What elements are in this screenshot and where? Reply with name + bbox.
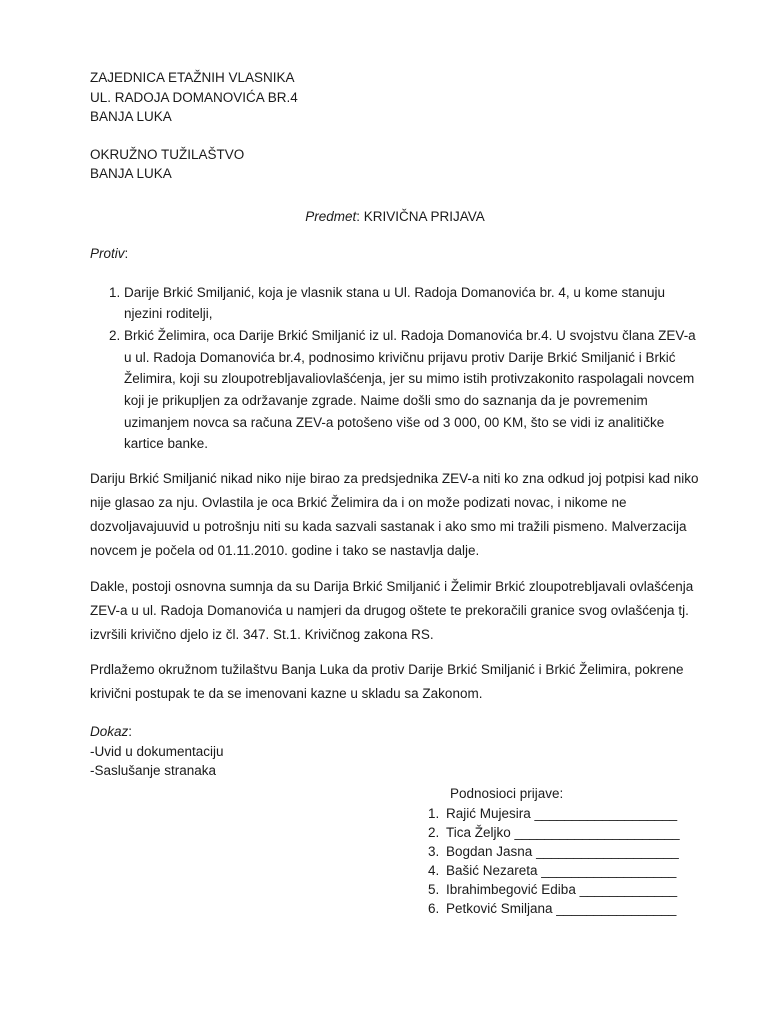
recipient-block [90, 145, 700, 184]
signer-line: Rajić Mujesira ___________________ [446, 805, 678, 821]
against-heading [90, 244, 700, 264]
evidence-colon: : [128, 724, 133, 740]
sender-city: BANJA LUKA [90, 109, 172, 124]
evidence-block [90, 722, 700, 781]
sender-name: ZAJEDNICA ETAŽNIH VLASNIKA [90, 70, 295, 85]
signer-number: 2. [428, 824, 440, 840]
signer-number: 6. [428, 900, 440, 916]
signer-row [428, 861, 688, 880]
evidence-item: -Uvid u dokumentaciju [90, 743, 224, 759]
sender-block [90, 68, 700, 127]
against-label: Protiv [90, 246, 125, 261]
body-paragraph: Prdlažemo okružnom tužilaštvu Banja Luka da protiv Darije Brkić Smiljanić i Brkić Želimira, pokrene krivični postupak te da se imenovani kazne u skladu sa Zakonom. [90, 662, 684, 702]
signer-number: 5. [428, 881, 440, 897]
signer-number: 3. [428, 843, 440, 859]
signer-line: Ibrahimbegović Ediba _____________ [446, 881, 678, 897]
evidence-heading [90, 722, 700, 742]
accused-item: 2. Brkić Želimira, oca Darije Brkić Smiljanić iz ul. Radoja Domanovića br.4. U svojstvu člana ZEV-a u ul. Radoja Domanovića br.4, podnosimo krivičnu prijavu protiv Darije Brkić Smiljanić i Brkić Želimira, koji su zloupotrebljavaliovlašćenja, jer su mimo istih protivzakonito raspolagali novcem koji je prikupljen za održavanje zgrade. Naime došli smo do saznanja da je povremenim uzimanjem novca sa računa ZEV-a potošeno više od 3 000, 00 KM, što se vidi iz analitičke kartice banke. [124, 325, 700, 455]
accused-list [90, 282, 700, 456]
signer-number: 1. [428, 805, 440, 821]
signer-line: Petković Smiljana ________________ [446, 900, 677, 916]
body-paragraph: Dakle, postoji osnovna sumnja da su Darija Brkić Smiljanić i Želimir Brkić zloupotrebljavali ovlašćenja ZEV-a u ul. Radoja Domanovića u namjeri da drugog oštete te prekoračili granice svog ovlašćenja tj. izvršili krivično djelo iz čl. 347. St.1. Krivičnog zakona RS. [90, 578, 694, 642]
signer-number: 4. [428, 862, 440, 878]
signers-title: Podnosioci prijave: [450, 786, 564, 801]
subject-line [90, 207, 700, 227]
sender-street: UL. RADOJA DOMANOVIĆA BR.4 [90, 89, 298, 105]
document-page [90, 68, 700, 781]
subject-label: Predmet [305, 208, 357, 224]
signer-row [428, 823, 688, 842]
subject-value: KRIVIČNA PRIJAVA [363, 208, 485, 224]
signer-line: Tica Željko ______________________ [446, 824, 680, 840]
signer-row [428, 842, 688, 861]
accused-item: 1. Darije Brkić Smiljanić, koja je vlasnik stana u Ul. Radoja Domanovića br. 4, u kome stanuju njezini roditelji, [124, 282, 700, 325]
recipient-name: OKRUŽNO TUŽILAŠTVO [90, 146, 245, 162]
signers-block [428, 784, 688, 918]
signer-line: Bašić Nezareta __________________ [446, 862, 677, 878]
evidence-label: Dokaz [90, 724, 129, 740]
evidence-item: -Saslušanje stranaka [90, 763, 217, 779]
signer-row [428, 804, 688, 823]
signer-row [428, 899, 688, 918]
signer-row [428, 880, 688, 899]
signer-line: Bogdan Jasna ___________________ [446, 843, 679, 859]
recipient-city: BANJA LUKA [90, 166, 172, 181]
against-colon: : [124, 246, 129, 261]
subject-colon: : [356, 208, 364, 224]
body-paragraph: Dariju Brkić Smiljanić nikad niko nije birao za predsjednika ZEV-a niti ko zna odkud joj potpisi kad niko nije glasao za nju. Ovlastila je oca Brkić Želimira da i on može podizati novac, i nikome ne dozvoljavajuuvid u potrošnju niti su kada sazvali sastanak i ako smo mi tražili pismeno. Malverzacija novcem je počela od 01.11.2010. godine i tako se nastavlja dalje. [90, 471, 699, 558]
